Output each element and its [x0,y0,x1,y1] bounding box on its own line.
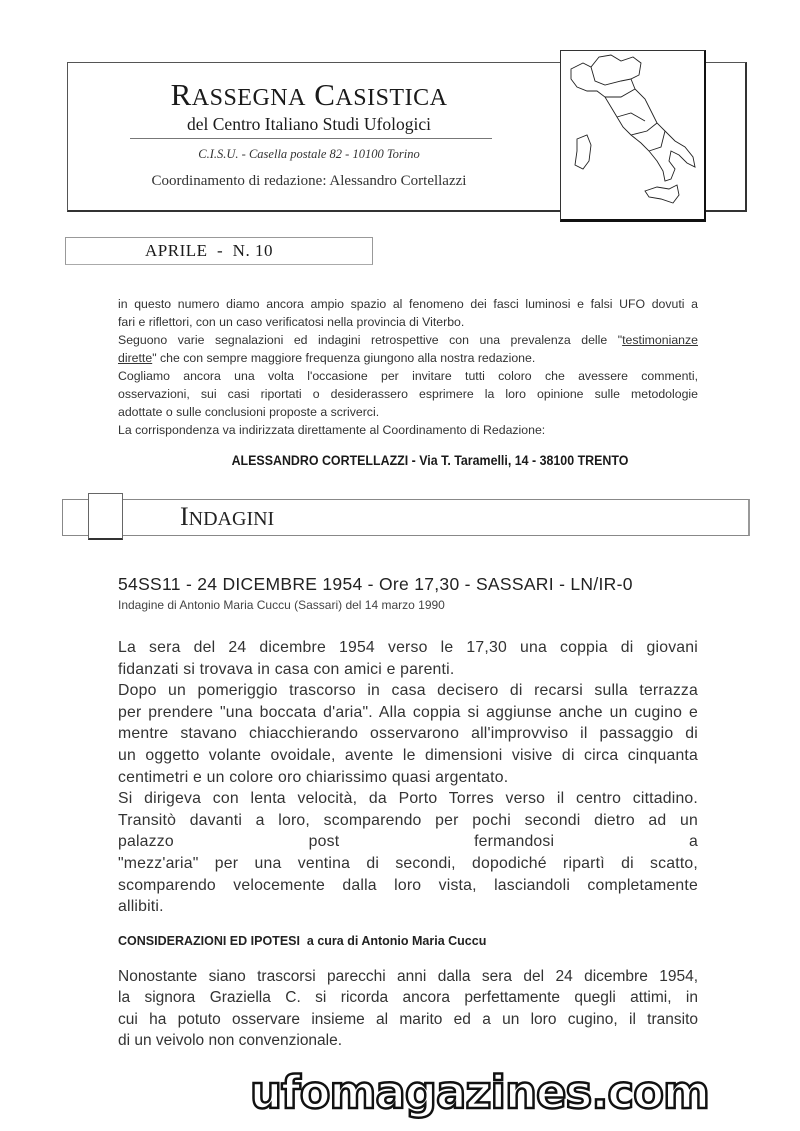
banner-square-decoration [88,493,123,540]
intro-line: Seguono varie segnalazioni ed indagini retrospettive con una prevalenza delle "testimonianze [118,333,698,347]
intro-line: adottate o sulle conclusioni proposte a scriverci. [118,405,380,419]
considerations-line: di un veivolo non convenzionale. [118,1031,343,1049]
story-line: Dopo un pomeriggio trascorso in casa decisero di recarsi sulla terrazza [118,682,698,700]
contact-address: ALESSANDRO CORTELLAZZI - Via T. Taramelli, 14 - 38100 TRENTO [231,453,629,468]
intro-line: dirette" che con sempre maggiore frequenza giungono alla nostra redazione. [118,351,536,365]
intro-line: Cogliamo ancora una volta l'occasione per invitare tutti coloro che avessere commenti, [118,369,698,383]
italy-map-icon [560,50,706,222]
story-line: La sera del 24 dicembre 1954 verso le 17,30 una coppia di giovani [118,639,698,656]
watermark: ufomagazines.com [250,1066,709,1119]
case-title: 54SS11 - 24 DICEMBRE 1954 - Ore 17,30 - SASSARI - LN/IR-0 [118,574,633,594]
story-line: "mezz'aria" per una ventina di secondi, dopodiché ripartì di scatto, [118,855,698,872]
story-line: mentre stavano chiacchierando osservarono all'improvviso il passaggio di [118,725,698,743]
considerations-line: cui ha potuto osservare insieme al marito ed a un loro cugino, il transito [118,1010,698,1028]
story-line: Si dirigeva con lenta velocità, da Porto Torres verso il centro cittadino. [118,790,698,808]
publication-title: RASSEGNA CASISTICA [170,77,448,112]
intro-line: La corrispondenza va indirizzata direttamente al Coordinamento di Redazione: [118,423,546,437]
story-line: un oggetto volante ovoidale, avente le dimensioni visive di circa cinquanta [118,747,698,764]
section-title: INDAGINI [180,502,275,531]
intro-line: osservazioni, sui casi riportati o desiderassero esprimere la loro opinione sulle metodologie [118,387,698,401]
intro-line: fari e riflettori, con un caso verificatosi nella provincia di Viterbo. [118,315,465,329]
publication-subtitle: del Centro Italiano Studi Ufologici [187,114,431,134]
divider [130,138,492,139]
story-line: fidanzati si trovava in casa con amici e parenti. [118,660,455,678]
story-line: per prendere "una boccata d'aria". Alla coppia si aggiunse anche un cugino e [118,703,698,721]
issue-number: APRILE - N. 10 [145,241,273,260]
postal-address: C.I.S.U. - Casella postale 82 - 10100 Torino [198,147,420,161]
considerations-line: la signora Graziella C. si ricorda ancora perfettamente quegli attimi, in [118,989,698,1007]
case-subtitle: Indagine di Antonio Maria Cuccu (Sassari) del 14 marzo 1990 [118,598,445,612]
story-line: palazzo post fermandosi a [118,833,698,851]
intro-line: in questo numero diamo ancora ampio spazio al fenomeno dei fasci luminosi e falsi UFO dovuti a [118,297,698,311]
story-line: Transitò davanti a loro, scomparendo per pochi secondi dietro ad un [118,811,698,829]
story-line: centimetri e un colore oro chiarissimo quasi argentato. [118,768,509,786]
story-line: scomparendo velocemente dalla loro vista, lasciandoli completamente [118,876,698,894]
section-banner [62,499,750,536]
considerations-heading: CONSIDERAZIONI ED IPOTESI a cura di Antonio Maria Cuccu [118,934,487,948]
editorial-coordination: Coordinamento di redazione: Alessandro Cortellazzi [151,173,467,189]
story-line: allibiti. [118,898,164,916]
considerations-line: Nonostante siano trascorsi parecchi anni dalla sera del 24 dicembre 1954, [118,968,698,985]
